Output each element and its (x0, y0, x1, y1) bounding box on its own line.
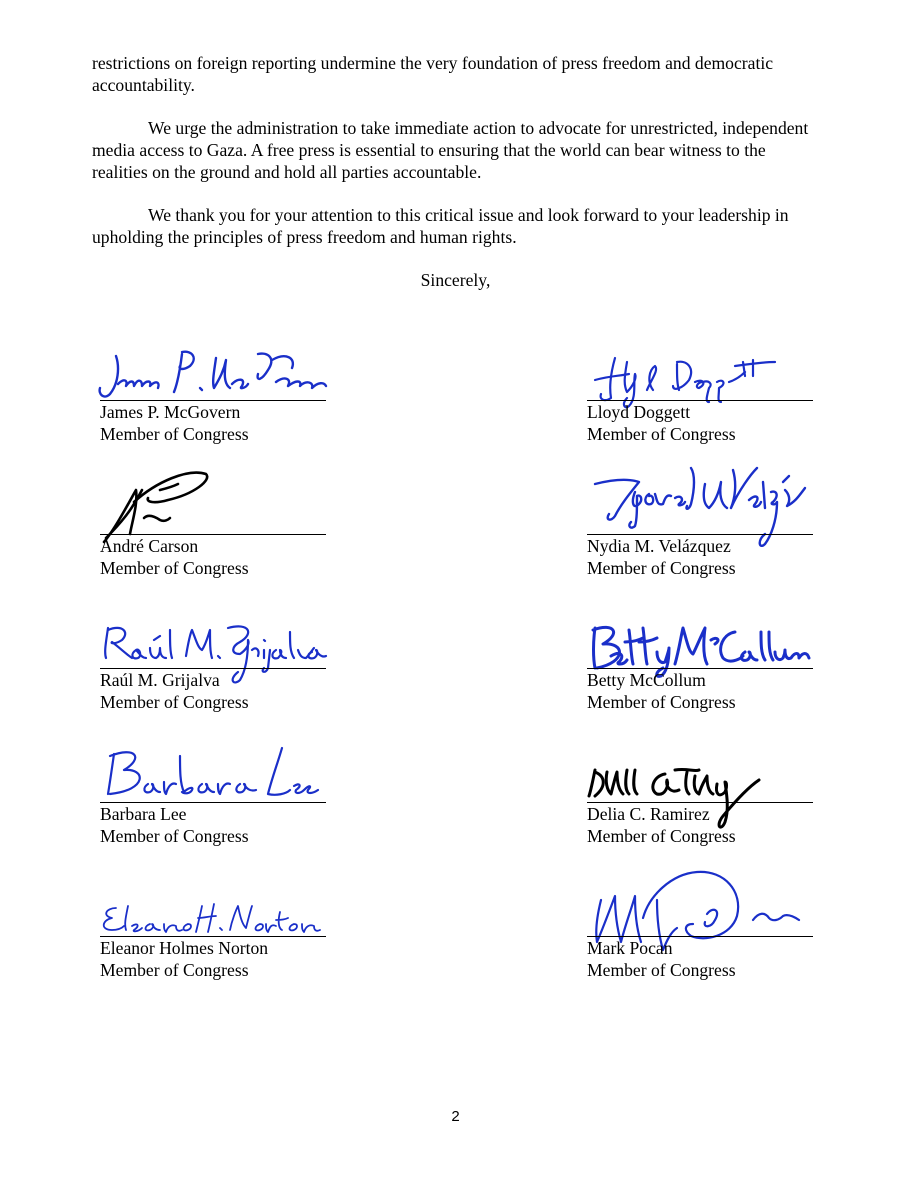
signatory-title: Member of Congress (587, 692, 736, 712)
signatory-title: Member of Congress (100, 826, 249, 846)
signatory-name: André Carson (100, 536, 199, 556)
letter-closing: Sincerely, (420, 270, 491, 290)
signatory-title: Member of Congress (587, 558, 736, 578)
signatory-title: Member of Congress (587, 826, 736, 846)
signatory-name: Delia C. Ramirez (587, 804, 710, 824)
signatory-name: Lloyd Doggett (587, 402, 691, 422)
letter-paragraph-1: restrictions on foreign reporting undermine the very foundation of press freedom and democratic accountability. (92, 53, 774, 95)
signatory-title: Member of Congress (100, 692, 249, 712)
letter-paragraph-3: We thank you for your attention to this critical issue and look forward to your leadership in upholding the principles of press freedom and human rights. (92, 205, 789, 247)
signatory-name: Eleanor Holmes Norton (100, 938, 269, 958)
letter-paragraph-2: We urge the administration to take immediate action to advocate for unrestricted, independent media access to Gaza. A free press is essential to ensuring that the world can bear witness to the realities on the ground and hold all parties accountable. (92, 118, 809, 182)
signatory-name: Raúl M. Grijalva (100, 670, 220, 690)
signatory-title: Member of Congress (100, 960, 249, 980)
signatory-title: Member of Congress (587, 960, 736, 980)
handwritten-signature-norton (98, 900, 324, 940)
signatory-name: Barbara Lee (100, 804, 187, 824)
page-number: 2 (451, 1108, 460, 1125)
signatory-name: Betty McCollum (587, 670, 706, 690)
signatory-title: Member of Congress (100, 424, 249, 444)
signatory-name: Mark Pocan (587, 938, 673, 958)
signatory-name: James P. McGovern (100, 402, 241, 422)
signatory-name: Nydia M. Velázquez (587, 536, 731, 556)
signatory-title: Member of Congress (100, 558, 249, 578)
signatory-title: Member of Congress (587, 424, 736, 444)
handwritten-signature-lee (100, 744, 326, 806)
